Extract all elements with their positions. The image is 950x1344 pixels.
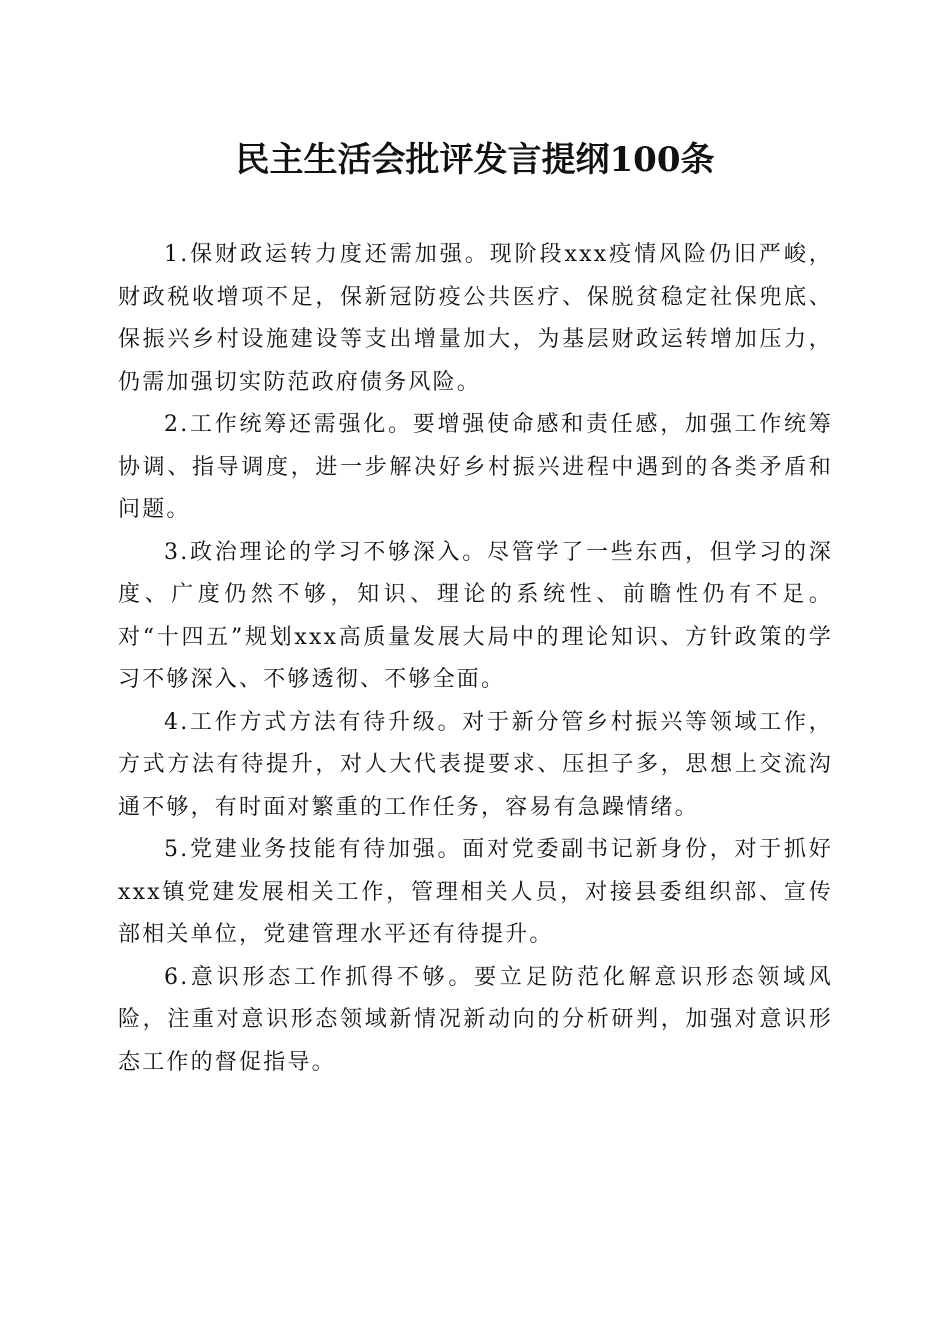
paragraph-4: 4.工作方式方法有待升级。对于新分管乡村振兴等领域工作，方式方法有待提升，对人大代表提要求、压担子多，思想上交流沟通不够，有时面对繁重的工作任务，容易有急躁情绪。 — [118, 709, 833, 820]
paragraph-6: 6.意识形态工作抓得不够。要立足防范化解意识形态领域风险，注重对意识形态领域新情况新动向的分析研判，加强对意识形态工作的督促指导。 — [118, 964, 833, 1075]
document-body — [118, 234, 833, 1084]
paragraph-2: 2.工作统筹还需强化。要增强使命感和责任感，加强工作统筹协调、指导调度，进一步解决好乡村振兴进程中遇到的各类矛盾和问题。 — [118, 412, 833, 522]
paragraph-1: 1.保财政运转力度还需加强。现阶段xxx疫情风险仍旧严峻，财政税收增项不足，保新冠防疫公共医疗、保脱贫稳定社保兜底、保振兴乡村设施建设等支出增量加大，为基层财政运转增加压力，仍需加强切实防范政府债务风险。 — [118, 242, 833, 395]
paragraph-3: 3.政治理论的学习不够深入。尽管学了一些东西，但学习的深度、广度仍然不够，知识、理论的系统性、前瞻性仍有不足。对“十四五”规划xxx高质量发展大局中的理论知识、方针政策的学习不够深入、不够透彻、不够全面。 — [118, 539, 833, 692]
paragraph-5: 5.党建业务技能有待加强。面对党委副书记新身份，对于抓好xxx镇党建发展相关工作，管理相关人员，对接县委组织部、宣传部相关单位，党建管理水平还有待提升。 — [118, 837, 833, 947]
document-title: 民主生活会批评发言提纲100条 — [235, 140, 715, 180]
